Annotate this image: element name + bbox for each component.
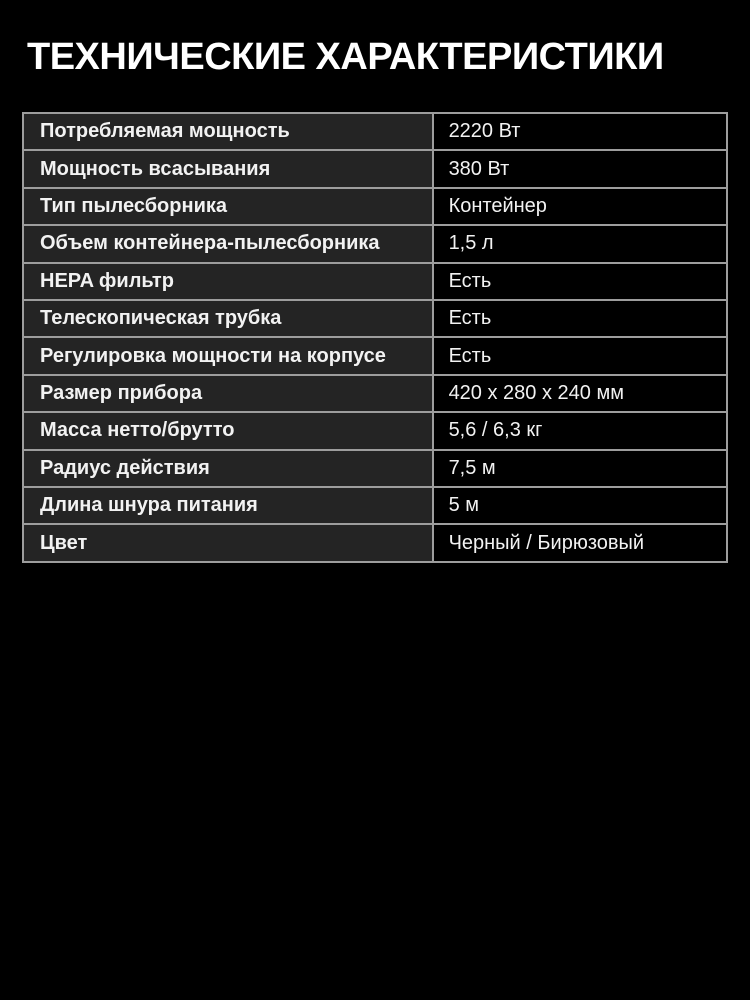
spec-row — [23, 337, 727, 374]
spec-label-cell: Длина шнура питания — [23, 487, 433, 524]
spec-value-cell: 1,5 л — [433, 225, 727, 262]
spec-row — [23, 412, 727, 449]
spec-row — [23, 487, 727, 524]
spec-value-cell: 380 Вт — [433, 150, 727, 187]
spec-row — [23, 263, 727, 300]
spec-value-cell: 5 м — [433, 487, 727, 524]
spec-label-cell: HEPA фильтр — [23, 263, 433, 300]
spec-row — [23, 150, 727, 187]
spec-value-cell: 2220 Вт — [433, 113, 727, 150]
spec-label-cell: Радиус действия — [23, 450, 433, 487]
spec-label-cell: Регулировка мощности на корпусе — [23, 337, 433, 374]
spec-value-cell: Есть — [433, 263, 727, 300]
spec-value-cell: Есть — [433, 337, 727, 374]
spec-value-cell: 5,6 / 6,3 кг — [433, 412, 727, 449]
spec-label-cell: Тип пылесборника — [23, 188, 433, 225]
spec-label-cell: Телескопическая трубка — [23, 300, 433, 337]
spec-row — [23, 450, 727, 487]
spec-label-cell: Масса нетто/брутто — [23, 412, 433, 449]
spec-row — [23, 188, 727, 225]
spec-value-cell: Черный / Бирюзовый — [433, 524, 727, 562]
page-title: ТЕХНИЧЕСКИЕ ХАРАКТЕРИСТИКИ — [27, 36, 664, 78]
spec-table-body — [23, 113, 727, 562]
spec-label-cell: Размер прибора — [23, 375, 433, 412]
spec-label-cell: Мощность всасывания — [23, 150, 433, 187]
spec-label-cell: Потребляемая мощность — [23, 113, 433, 150]
spec-row — [23, 113, 727, 150]
spec-row — [23, 524, 727, 562]
spec-row — [23, 300, 727, 337]
spec-row — [23, 225, 727, 262]
spec-value-cell: 420 x 280 x 240 мм — [433, 375, 727, 412]
spec-value-cell: Контейнер — [433, 188, 727, 225]
spec-value-cell: 7,5 м — [433, 450, 727, 487]
spec-label-cell: Цвет — [23, 524, 433, 562]
spec-row — [23, 375, 727, 412]
spec-value-cell: Есть — [433, 300, 727, 337]
spec-table — [22, 112, 728, 563]
spec-label-cell: Объем контейнера-пылесборника — [23, 225, 433, 262]
